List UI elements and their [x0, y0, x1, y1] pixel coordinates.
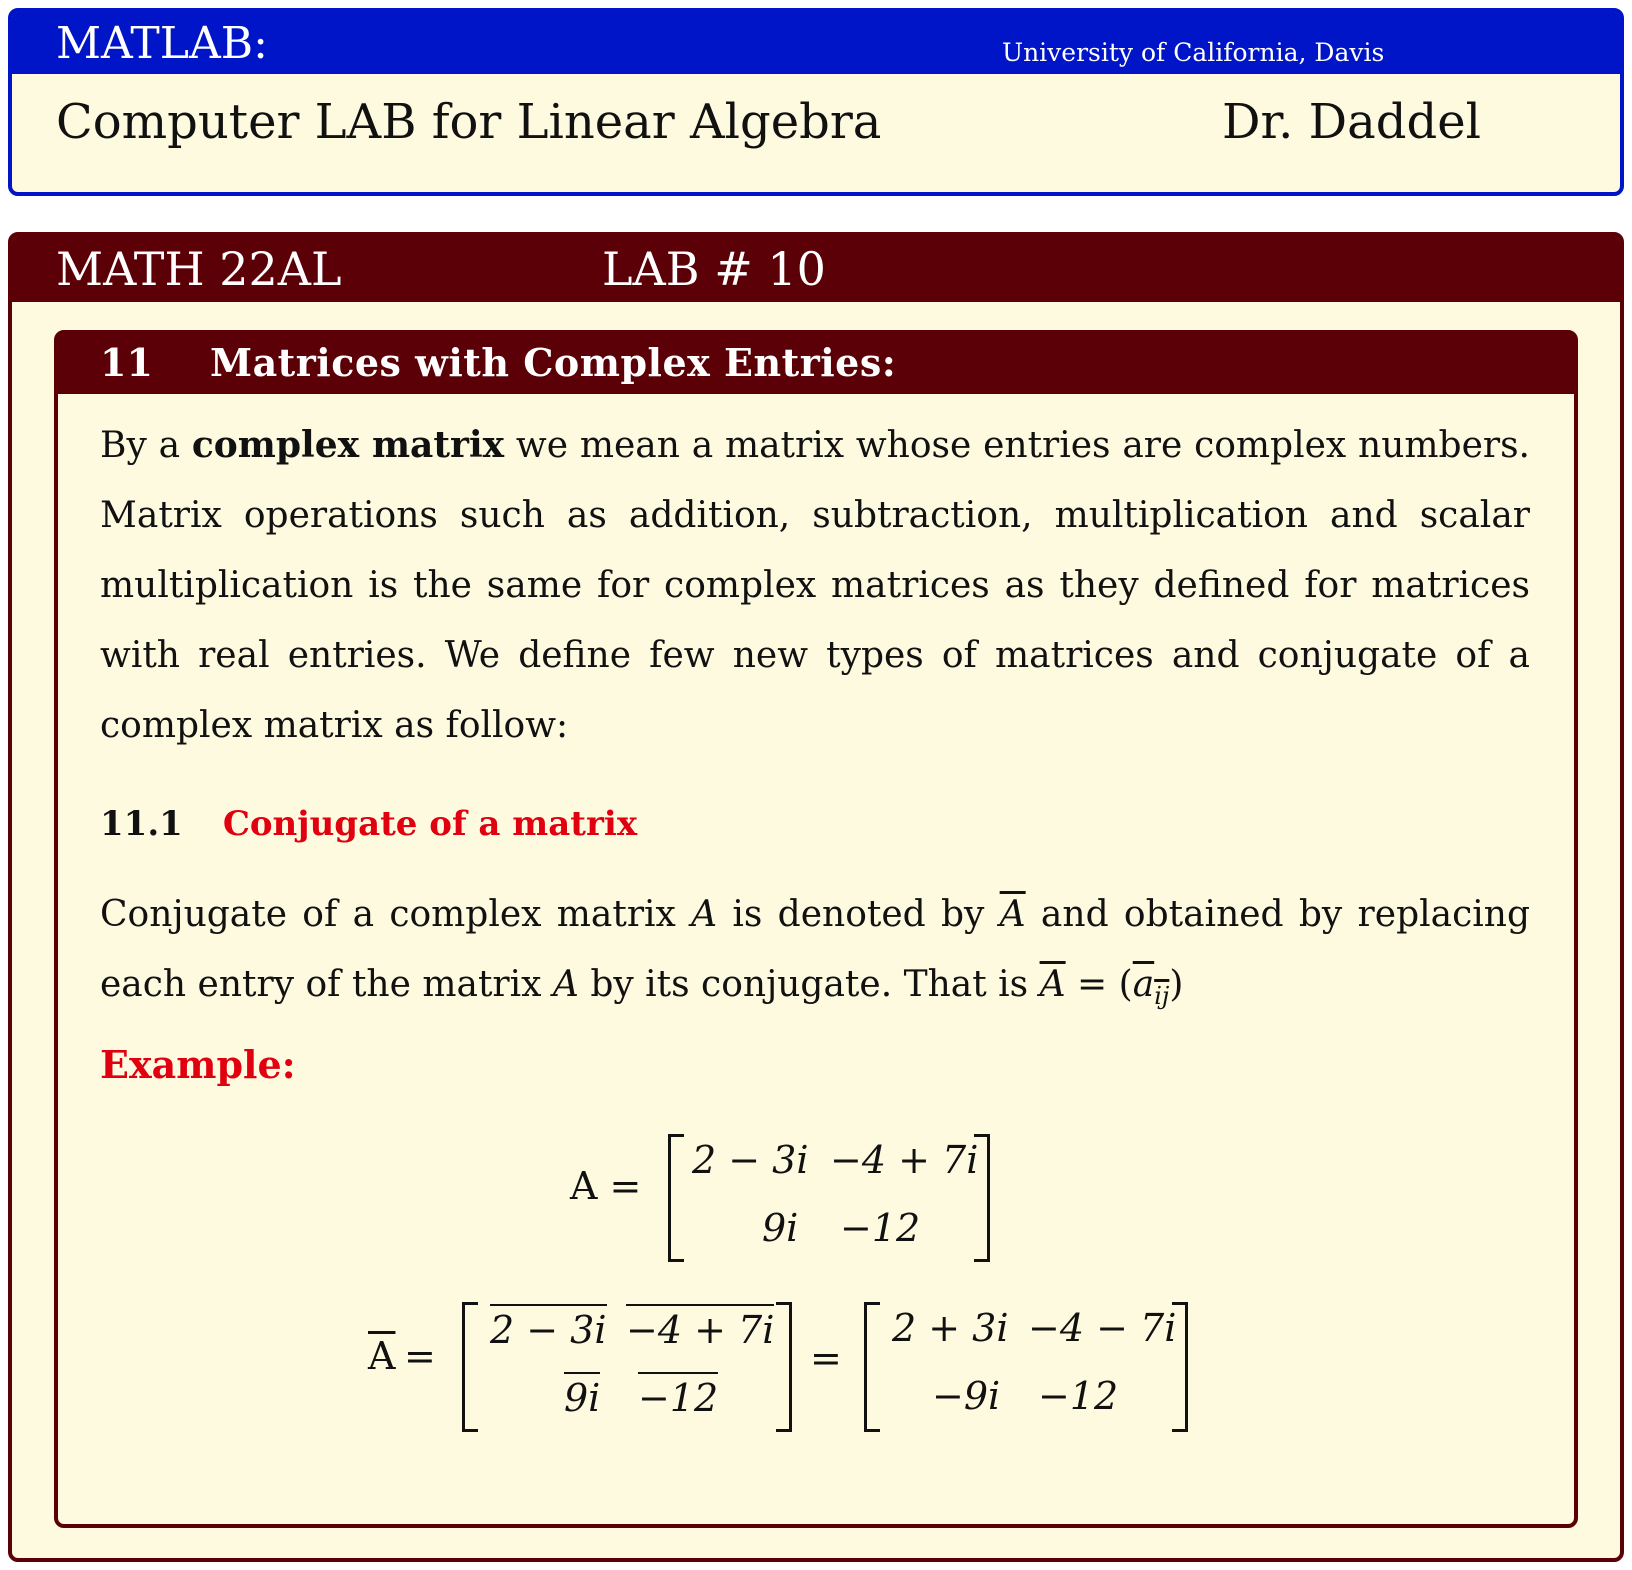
lab-box	[8, 232, 1624, 1562]
header-author: Dr. Daddel	[1222, 94, 1481, 150]
conj-text-3: and obtained by replacing each entry of the matrix	[100, 894, 1530, 1005]
symbol-ij: ij	[1154, 982, 1170, 1011]
lab-course: MATH 22AL	[56, 242, 342, 296]
matrix-A-bar-cell: −4 + 7i	[626, 1304, 774, 1352]
symbol-A: A	[552, 964, 579, 1005]
left-bracket	[462, 1302, 478, 1432]
equals-sign: =	[810, 1336, 842, 1380]
right-bracket	[1172, 1302, 1188, 1432]
right-bracket	[974, 1134, 990, 1262]
conj-text-2: is denoted by	[717, 894, 1000, 935]
symbol-a: a	[1132, 964, 1155, 1005]
matrix-A-cell: 2 − 3i	[692, 1138, 809, 1182]
section-title: Matrices with Complex Entries:	[210, 340, 897, 385]
symbol-A: A	[691, 894, 718, 935]
right-bracket	[776, 1302, 792, 1432]
symbol-A-bar: $\overline{A}$	[999, 894, 1026, 935]
conj-text-5: = (	[1065, 964, 1133, 1005]
section-box	[54, 330, 1578, 1528]
matrix-result-cell: 2 + 3i	[892, 1306, 1009, 1350]
subsection-title: Conjugate of a matrix	[222, 804, 638, 844]
matrix-A-cell: 9i	[762, 1206, 799, 1250]
matrix-A-cell: −4 + 7i	[830, 1138, 979, 1182]
header-university: University of California, Davis	[1002, 38, 1385, 67]
matrix-A-bar-cell: 9i	[564, 1372, 600, 1420]
equation-A-lhs: A =	[570, 1164, 642, 1208]
section-number: 11	[100, 340, 153, 385]
conjugate-paragraph	[100, 880, 1530, 1031]
header-box	[8, 8, 1624, 196]
matrix-result-cell: −9i	[932, 1374, 1001, 1418]
subsection-number: 11.1	[100, 804, 183, 844]
conj-text-4: by its conjugate. That is	[578, 964, 1040, 1005]
matrix-A-cell: −12	[840, 1206, 921, 1250]
intro-paragraph	[100, 410, 1530, 761]
symbol-aij-bar	[1132, 964, 1170, 1011]
conj-text-6: )	[1169, 964, 1184, 1005]
equals-sign: =	[404, 1334, 436, 1378]
left-bracket	[668, 1134, 684, 1262]
header-title: MATLAB:	[56, 18, 268, 69]
matrix-result-cell: −4 − 7i	[1028, 1306, 1177, 1350]
intro-text-after: we mean a matrix whose entries are complex numbers. Matrix operations such as addition, subtraction, multiplication and scalar multiplication is the same for complex matrices as they defined for matrices with real entries. We define few new types of matrices and conjugate of a complex matrix as follow:	[100, 425, 1530, 746]
left-bracket	[864, 1302, 880, 1432]
subsection-heading	[100, 804, 637, 844]
header-subtitle: Computer LAB for Linear Algebra	[56, 94, 882, 150]
intro-text-before: By a	[100, 425, 192, 466]
lab-number: LAB # 10	[602, 242, 826, 296]
example-label: Example:	[100, 1042, 296, 1087]
matrix-A-bar-cell: 2 − 3i	[490, 1304, 607, 1352]
conj-text-1: Conjugate of a complex matrix	[100, 894, 692, 935]
equation-A-bar-lhs: $\overline{A}$	[368, 1334, 396, 1378]
symbol-A-bar: $\overline{A}$	[1039, 964, 1066, 1005]
matrix-result-cell: −12	[1038, 1374, 1119, 1418]
matrix-A-bar-cell: −12	[638, 1372, 718, 1420]
intro-keyword: complex matrix	[191, 424, 505, 466]
